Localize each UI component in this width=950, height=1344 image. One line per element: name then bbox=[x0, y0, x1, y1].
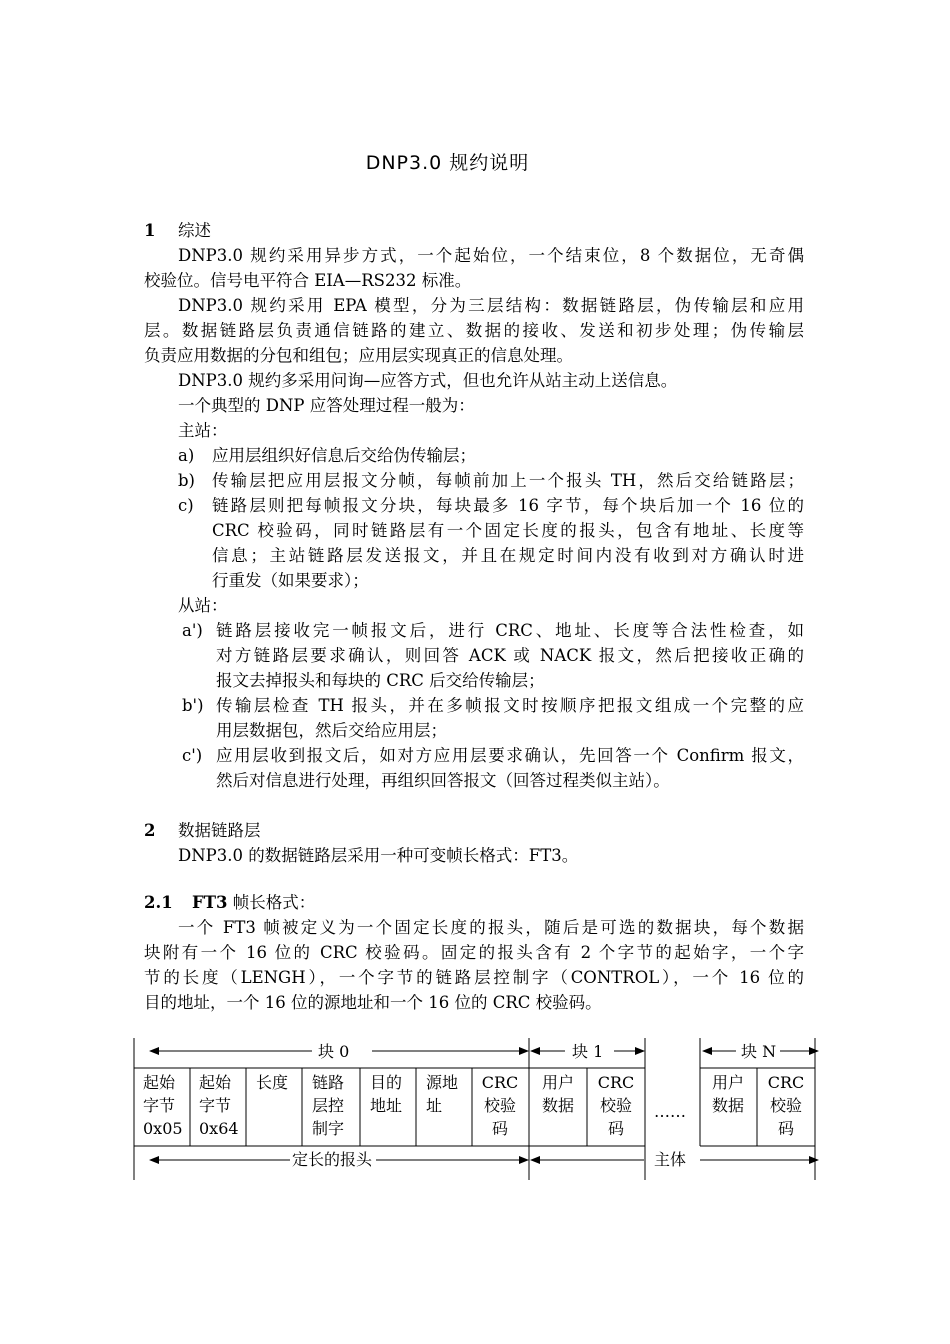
paragraph-line: 节的长度（LENGH），一个字节的链路层控制字（CONTROL），一个 16 位的 bbox=[144, 968, 804, 987]
cell-text: 0x05 bbox=[143, 1119, 183, 1138]
slave-label: 从站： bbox=[178, 596, 228, 615]
list-item: 链路层接收完一帧报文后，进行 CRC、地址、长度等合法性检查，如 bbox=[216, 621, 804, 640]
frame-cell-header-crc bbox=[474, 1071, 526, 1140]
cell-text: 0x64 bbox=[199, 1119, 239, 1138]
cell-text: 长度 bbox=[256, 1073, 289, 1092]
section-1-number: 1 bbox=[144, 221, 156, 240]
cell-text: 数据 bbox=[712, 1096, 745, 1115]
list-item: 传输层检查 TH 报头，并在多帧报文时按顺序把报文组成一个完整的应 bbox=[216, 696, 804, 715]
cell-text: 校验 bbox=[599, 1096, 632, 1115]
section-2-1-title bbox=[192, 890, 315, 915]
list-item: 报文去掉报头和每块的 CRC 后交给传输层； bbox=[216, 671, 545, 690]
cell-text: 数据 bbox=[542, 1096, 575, 1115]
cell-text: 链路 bbox=[312, 1073, 345, 1092]
cell-text: 用户 bbox=[712, 1073, 745, 1092]
paragraph-line: DNP3.0 的数据链路层采用一种可变帧长格式：FT3。 bbox=[178, 846, 579, 865]
section-2-title: 数据链路层 bbox=[178, 821, 261, 840]
frame-cell-start-byte-2 bbox=[199, 1071, 239, 1140]
paragraph-line: 层。数据链路层负责通信链路的建立、数据的接收、发送和初步处理；伪传输层 bbox=[144, 321, 804, 340]
section-2-1-title-rest: 帧长格式： bbox=[227, 893, 316, 912]
list-item-label: b') bbox=[182, 696, 204, 715]
paragraph-line: 校验位。信号电平符合 EIA—RS232 标准。 bbox=[144, 271, 472, 290]
cell-text: CRC bbox=[481, 1073, 519, 1092]
frame-cell-destination bbox=[370, 1071, 402, 1117]
section-2-1-number: 2.1 bbox=[144, 893, 173, 912]
cell-text: 码 bbox=[491, 1119, 508, 1138]
block-1-label: 块 1 bbox=[572, 1042, 604, 1061]
cell-text: 码 bbox=[607, 1119, 624, 1138]
frame-cell-blockn-crc bbox=[759, 1071, 813, 1140]
frame-cell-block1-crc bbox=[589, 1071, 643, 1140]
list-item-label: a) bbox=[178, 446, 195, 465]
paragraph-line: 负责应用数据的分包和组包；应用层实现真正的信息处理。 bbox=[144, 346, 573, 365]
cell-text: 制字 bbox=[312, 1119, 345, 1138]
cell-text: 字节 bbox=[143, 1096, 176, 1115]
cell-text: 校验 bbox=[483, 1096, 516, 1115]
list-item-label: c') bbox=[182, 746, 203, 765]
list-item: 应用层收到报文后，如对方应用层要求确认，先回答一个 Confirm 报文， bbox=[216, 746, 804, 765]
fixed-header-label: 定长的报头 bbox=[292, 1150, 373, 1169]
list-item: 行重发（如果要求）； bbox=[212, 571, 369, 590]
list-item: CRC 校验码，同时链路层有一个固定长度的报头，包含有地址、长度等 bbox=[212, 521, 804, 540]
paragraph-line: 块附有一个 16 位的 CRC 校验码。固定的报头含有 2 个字节的起始字，一个字 bbox=[144, 943, 804, 962]
frame-cell-length bbox=[256, 1071, 288, 1094]
list-item-label: c) bbox=[178, 496, 194, 515]
paragraph-line: 目的地址，一个 16 位的源地址和一个 16 位的 CRC 校验码。 bbox=[144, 993, 602, 1012]
list-item: 应用层组织好信息后交给伪传输层； bbox=[212, 446, 476, 465]
paragraph-line: 一个 FT3 帧被定义为一个固定长度的报头，随后是可选的数据块，每个数据 bbox=[178, 918, 804, 937]
cell-text: 层控 bbox=[312, 1096, 345, 1115]
list-item-label: b) bbox=[178, 471, 195, 490]
list-item-label: a') bbox=[182, 621, 203, 640]
block-n-label: 块 N bbox=[741, 1042, 777, 1061]
section-2-1-title-bold: FT3 bbox=[192, 893, 228, 912]
cell-text: CRC bbox=[597, 1073, 635, 1092]
frame-cell-ellipsis bbox=[654, 1100, 686, 1123]
cell-text: 校验 bbox=[769, 1096, 802, 1115]
frame-cell-start-byte-1 bbox=[143, 1071, 183, 1140]
cell-text: 源地 bbox=[426, 1073, 459, 1092]
body-label: 主体 bbox=[654, 1150, 687, 1169]
section-2-number: 2 bbox=[144, 821, 156, 840]
cell-text: 码 bbox=[777, 1119, 794, 1138]
list-item: 对方链路层要求确认，则回答 ACK 或 NACK 报文，然后把接收正确的 bbox=[216, 646, 804, 665]
list-item: 链路层则把每帧报文分块，每块最多 16 字节，每个块后加一个 16 位的 bbox=[212, 496, 804, 515]
cell-text: 起始 bbox=[143, 1073, 176, 1092]
cell-text: …… bbox=[654, 1102, 686, 1121]
cell-text: 址 bbox=[426, 1096, 443, 1115]
frame-cell-user-data-n bbox=[712, 1071, 744, 1117]
frame-cell-user-data-1 bbox=[542, 1071, 574, 1117]
frame-cell-source bbox=[426, 1071, 458, 1117]
frame-cell-control bbox=[312, 1071, 344, 1140]
section-1-title: 综述 bbox=[178, 221, 211, 240]
cell-text: 用户 bbox=[542, 1073, 575, 1092]
cell-text: 起始 bbox=[199, 1073, 232, 1092]
paragraph-line: DNP3.0 规约多采用问询—应答方式，但也允许从站主动上送信息。 bbox=[178, 371, 678, 390]
cell-text: CRC bbox=[767, 1073, 805, 1092]
block-0-label: 块 0 bbox=[318, 1042, 350, 1061]
paragraph-line: 一个典型的 DNP 应答处理过程一般为： bbox=[178, 396, 475, 415]
page-title: DNP3.0 规约说明 bbox=[365, 152, 530, 174]
list-item: 信息；主站链路层发送报文，并且在规定时间内没有收到对方确认时进 bbox=[212, 546, 804, 565]
master-label: 主站： bbox=[178, 421, 228, 440]
list-item: 然后对信息进行处理，再组织回答报文（回答过程类似主站）。 bbox=[216, 771, 670, 790]
cell-text: 字节 bbox=[199, 1096, 232, 1115]
paragraph-line: DNP3.0 规约采用 EPA 模型，分为三层结构：数据链路层，伪传输层和应用 bbox=[178, 296, 804, 315]
list-item: 用层数据包，然后交给应用层； bbox=[216, 721, 447, 740]
paragraph-line: DNP3.0 规约采用异步方式，一个起始位，一个结束位，8 个数据位，无奇偶 bbox=[178, 246, 804, 265]
cell-text: 目的 bbox=[370, 1073, 403, 1092]
cell-text: 地址 bbox=[370, 1096, 403, 1115]
list-item: 传输层把应用层报文分帧，每帧前加上一个报头 TH，然后交给链路层； bbox=[212, 471, 804, 490]
